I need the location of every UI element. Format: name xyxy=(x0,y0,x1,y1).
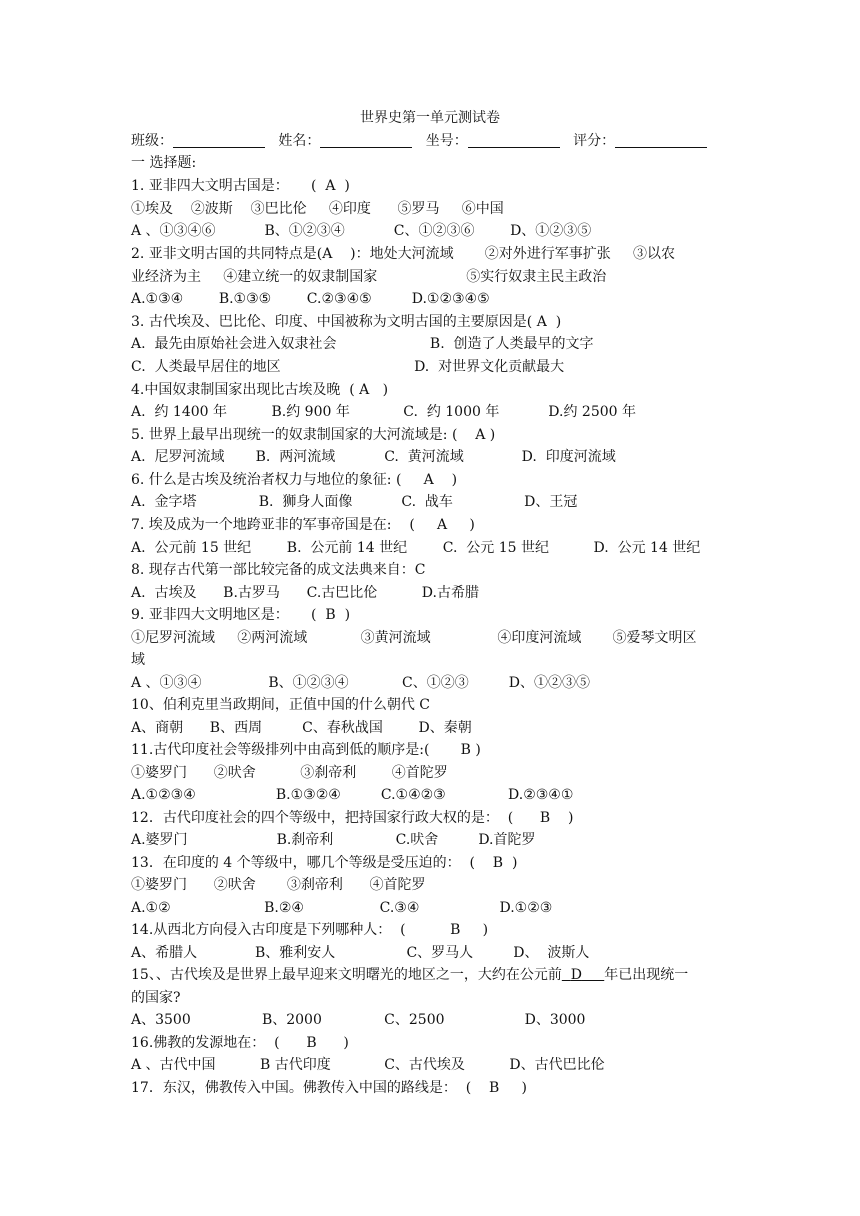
question-line: A.①② B.②④ C.③④ D.①②③ xyxy=(131,900,553,916)
question-line: 域 xyxy=(131,652,145,668)
question-stem: 2. 亚非文明古国的共同特点是(A )：地处大河流域 ②对外进行军事扩张 ③以农 xyxy=(131,246,676,262)
class-label: 班级： xyxy=(131,133,173,149)
question-stem: 8. 现存古代第一部比较完备的成文法典来自：C xyxy=(131,562,426,578)
question-line: ①尼罗河流域 ②两河流域 ③黄河流域 ④印度河流域 ⑤爱琴文明区 xyxy=(131,630,697,646)
question-stem: 5. 世界上最早出现统一的奴隶制国家的大河流域是: ( A ) xyxy=(131,427,496,443)
question-line: A. 金字塔 B. 狮身人面像 C. 战车 D、王冠 xyxy=(131,494,578,510)
question-line: A.①②③④ B.①③②④ C.①④②③ D.②③④① xyxy=(131,787,574,803)
question-stem: 14.从西北方向侵入古印度是下列哪种人： ( B ) xyxy=(131,922,489,938)
question-stem: 10、伯利克里当政期间，正值中国的什么朝代 C xyxy=(131,697,430,713)
question-line: 业经济为主 ④建立统一的奴隶制国家 ⑤实行奴隶主民主政治 xyxy=(131,269,607,285)
question-stem xyxy=(131,965,688,985)
question-stem: 13．在印度的 4 个等级中，哪几个等级是受压迫的： ( B ) xyxy=(131,855,518,871)
question-stem-tail: 年已出现统一 xyxy=(604,967,689,983)
question-line: A.婆罗门 B.刹帝利 C.吠舍 D.首陀罗 xyxy=(131,832,536,848)
question-stem-text: 15、、古代埃及是世界上最早迎来文明曙光的地区之一，大约在公元前 xyxy=(131,967,562,983)
question-stem: 17．东汉，佛教传入中国。佛教传入中国的路线是： ( B ) xyxy=(131,1080,527,1096)
question-line: A 、①③④ B、①②③④ C、①②③ D、①②③⑤ xyxy=(131,675,590,691)
question-stem: 4.中国奴隶制国家出现比古埃及晚 ( A ) xyxy=(131,382,389,398)
question-line: ①埃及 ②波斯 ③巴比伦 ④印度 ⑤罗马 ⑥中国 xyxy=(131,201,504,217)
question-stem: 12．古代印度社会的四个等级中，把持国家行政大权的是： ( B ) xyxy=(131,810,574,826)
question-line: A.①③④ B.①③⑤ C.②③④⑤ D.①②③④⑤ xyxy=(131,291,490,307)
name-label: 姓名： xyxy=(278,133,321,149)
question-stem: 16.佛教的发源地在： ( B ) xyxy=(131,1035,349,1051)
answer-blank-value: D xyxy=(570,967,582,983)
name-blank xyxy=(320,133,412,148)
class-blank xyxy=(173,133,265,148)
question-line: A、希腊人 B、雅利安人 C、罗马人 D、 波斯人 xyxy=(131,945,590,961)
question-line: A. 最先由原始社会进入奴隶社会 B. 创造了人类最早的文字 xyxy=(131,336,594,352)
header-fields xyxy=(131,131,707,151)
page-title: 世界史第一单元测试卷 xyxy=(360,110,500,126)
question-stem: 6. 什么是古埃及统治者权力与地位的象征: ( A ) xyxy=(131,472,458,488)
question-line: 的国家? xyxy=(131,990,181,1006)
question-line: ①婆罗门 ②吠舍 ③刹帝利 ④首陀罗 xyxy=(131,765,448,781)
question-line: A. 约 1400 年 B.约 900 年 C. 约 1000 年 D.约 2500 年 xyxy=(131,404,637,420)
question-stem: 1. 亚非四大文明古国是： ( A ) xyxy=(131,178,350,194)
question-line: A 、古代中国 B 古代印度 C、古代埃及 D、古代巴比伦 xyxy=(131,1057,605,1073)
section-heading: 一 选择题: xyxy=(131,155,197,171)
seat-blank xyxy=(468,133,560,148)
question-line: A. 尼罗河流域 B. 两河流域 C. 黄河流域 D. 印度河流域 xyxy=(131,449,616,465)
question-line: A 、①③④⑥ B、①②③④ C、①②③⑥ D、①②③⑤ xyxy=(131,223,592,239)
answer-blank xyxy=(562,967,604,983)
question-stem: 11.古代印度社会等级排列中由高到低的顺序是:( B ) xyxy=(131,742,481,758)
question-stem: 9. 亚非四大文明地区是： ( B ) xyxy=(131,607,351,623)
question-line: A. 古埃及 B.古罗马 C.古巴比伦 D.古希腊 xyxy=(131,585,479,601)
question-stem: 7. 埃及成为一个地跨亚非的军事帝国是在: ( A ) xyxy=(131,517,475,533)
question-line: A. 公元前 15 世纪 B. 公元前 14 世纪 C. 公元 15 世纪 D. 公元 14 世纪 xyxy=(131,540,701,556)
seat-label: 坐号： xyxy=(425,133,468,149)
question-line: ①婆罗门 ②吠舍 ③刹帝利 ④首陀罗 xyxy=(131,877,426,893)
score-label: 评分： xyxy=(573,133,616,149)
question-line: C. 人类最早居住的地区 D. 对世界文化贡献最大 xyxy=(131,359,565,375)
question-line: A、商朝 B、西周 C、春秋战国 D、秦朝 xyxy=(131,720,472,736)
question-stem: 3. 古代埃及、巴比伦、印度、中国被称为文明古国的主要原因是( A ) xyxy=(131,314,562,330)
score-blank xyxy=(615,133,707,148)
question-line: A、3500 B、2000 C、2500 D、3000 xyxy=(131,1012,586,1028)
